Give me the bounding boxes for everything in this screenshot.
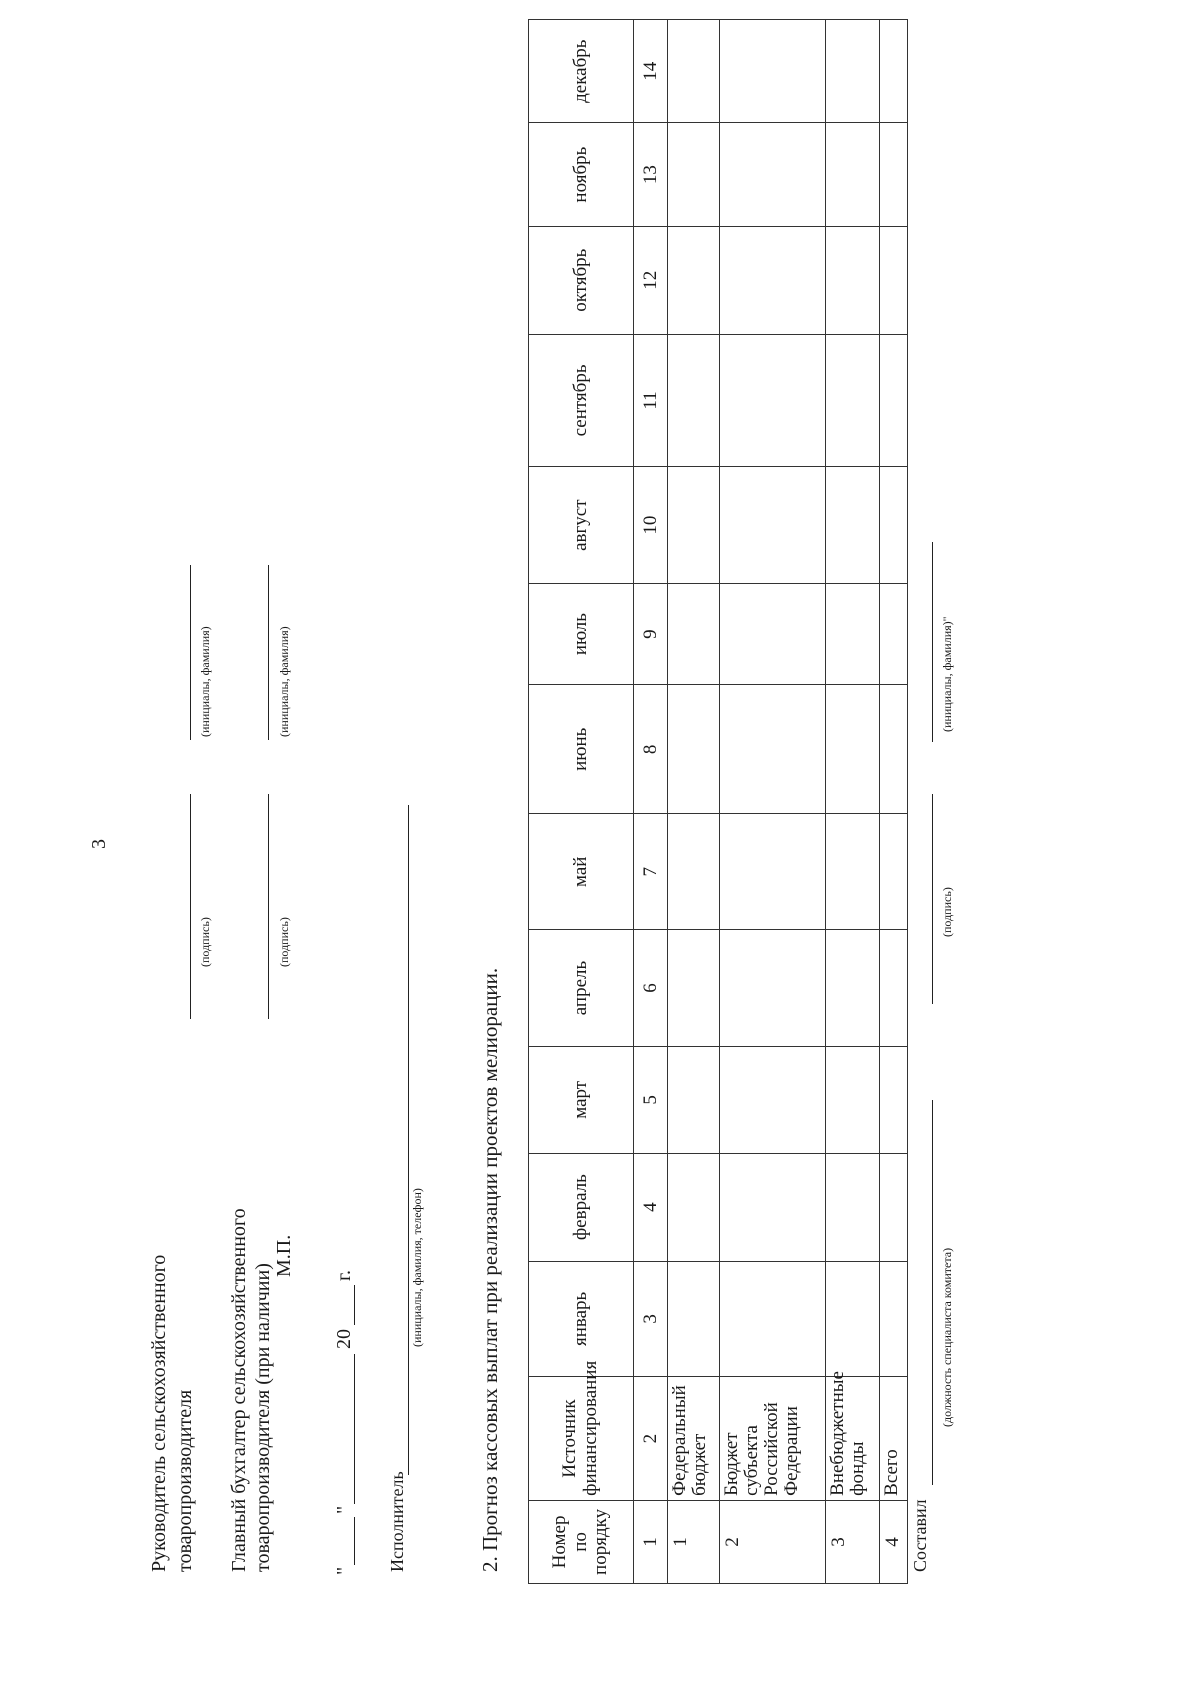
compiled-signature-caption: (подпись)	[940, 887, 954, 937]
table-row	[668, 20, 720, 1584]
value-cell[interactable]	[720, 1153, 826, 1261]
header-june: июнь	[529, 685, 634, 814]
header-january: январь	[529, 1261, 634, 1377]
compiled-initials-line	[932, 542, 933, 742]
value-cell[interactable]	[668, 1153, 720, 1261]
value-cell[interactable]	[826, 467, 880, 584]
header-november: ноябрь	[529, 123, 634, 226]
value-cell[interactable]	[668, 685, 720, 814]
value-cell[interactable]	[668, 1261, 720, 1377]
chief-initials-line	[268, 565, 269, 740]
header-order-number: Номер по порядку	[529, 1500, 634, 1583]
value-cell[interactable]	[720, 226, 826, 334]
column-number: 14	[634, 20, 668, 123]
header-march: март	[529, 1046, 634, 1153]
value-cell[interactable]	[668, 334, 720, 467]
value-cell[interactable]	[668, 123, 720, 226]
row-source: Внебюджетные фонды	[826, 1377, 880, 1501]
date-day-line	[354, 1517, 355, 1565]
value-cell[interactable]	[826, 123, 880, 226]
chief-label-line1: Главный бухгалтер сельскохозяйственного	[228, 1208, 250, 1572]
column-number: 11	[634, 334, 668, 467]
row-source: Федеральный бюджет	[668, 1377, 720, 1501]
column-number: 7	[634, 814, 668, 930]
value-cell[interactable]	[880, 930, 908, 1047]
column-number: 12	[634, 226, 668, 334]
compiled-initials-caption: (инициалы, фамилия)"	[940, 616, 954, 732]
chief-signature-line	[268, 794, 269, 1019]
header-august: август	[529, 467, 634, 584]
value-cell[interactable]	[826, 1261, 880, 1377]
value-cell[interactable]	[880, 1153, 908, 1261]
value-cell[interactable]	[720, 814, 826, 930]
header-december: декабрь	[529, 20, 634, 123]
value-cell[interactable]	[826, 226, 880, 334]
row-source: Бюджет субъекта Российской Федерации	[720, 1377, 826, 1501]
value-cell[interactable]	[668, 467, 720, 584]
table-header-row	[529, 20, 634, 1584]
column-number: 3	[634, 1261, 668, 1377]
row-number: 2	[720, 1500, 826, 1583]
row-source: Всего	[880, 1377, 908, 1501]
head-initials-line	[190, 565, 191, 740]
value-cell[interactable]	[668, 814, 720, 930]
value-cell[interactable]	[826, 334, 880, 467]
head-label-line1: Руководитель сельскохозяйственного	[148, 1254, 170, 1572]
value-cell[interactable]	[720, 1261, 826, 1377]
column-number: 10	[634, 467, 668, 584]
value-cell[interactable]	[826, 685, 880, 814]
value-cell[interactable]	[826, 930, 880, 1047]
column-number: 13	[634, 123, 668, 226]
value-cell[interactable]	[880, 226, 908, 334]
value-cell[interactable]	[880, 467, 908, 584]
stamp-mark: М.П.	[273, 1234, 295, 1277]
header-july: июль	[529, 584, 634, 685]
row-number: 3	[826, 1500, 880, 1583]
value-cell[interactable]	[880, 123, 908, 226]
position-line	[932, 1100, 933, 1485]
value-cell[interactable]	[668, 1046, 720, 1153]
column-number: 5	[634, 1046, 668, 1153]
column-number: 4	[634, 1153, 668, 1261]
header-october: октябрь	[529, 226, 634, 334]
value-cell[interactable]	[668, 226, 720, 334]
row-number: 4	[880, 1500, 908, 1583]
column-number: 1	[634, 1500, 668, 1583]
value-cell[interactable]	[720, 334, 826, 467]
compiled-label: Составил	[910, 1499, 930, 1572]
value-cell[interactable]	[880, 814, 908, 930]
head-initials-caption: (инициалы, фамилия)	[198, 626, 212, 737]
column-number: 8	[634, 685, 668, 814]
table-row	[826, 20, 880, 1584]
value-cell[interactable]	[826, 1153, 880, 1261]
header-financing-source: Источник финансирования	[529, 1377, 634, 1501]
header-april: апрель	[529, 930, 634, 1047]
table-row	[720, 20, 826, 1584]
head-label-line2: товаропроизводителя	[174, 1389, 196, 1572]
payments-forecast-table	[528, 19, 908, 1584]
value-cell[interactable]	[720, 584, 826, 685]
date-quote-open: "	[333, 1566, 355, 1575]
value-cell[interactable]	[880, 1261, 908, 1377]
header-february: февраль	[529, 1153, 634, 1261]
value-cell[interactable]	[720, 20, 826, 123]
value-cell[interactable]	[720, 467, 826, 584]
value-cell[interactable]	[668, 930, 720, 1047]
head-signature-caption: (подпись)	[198, 917, 212, 967]
value-cell[interactable]	[720, 685, 826, 814]
value-cell[interactable]	[720, 930, 826, 1047]
value-cell[interactable]	[880, 20, 908, 123]
row-number: 1	[668, 1500, 720, 1583]
column-number: 9	[634, 584, 668, 685]
column-number: 2	[634, 1377, 668, 1501]
value-cell[interactable]	[826, 814, 880, 930]
compiled-signature-line	[932, 794, 933, 1004]
date-year-line	[354, 1285, 355, 1325]
value-cell[interactable]	[880, 685, 908, 814]
value-cell[interactable]	[880, 584, 908, 685]
value-cell[interactable]	[880, 1046, 908, 1153]
table-row	[880, 20, 908, 1584]
date-year-suffix: г.	[333, 1270, 355, 1281]
chief-initials-caption: (инициалы, фамилия)	[277, 626, 291, 737]
value-cell[interactable]	[826, 584, 880, 685]
executor-label: Исполнитель	[387, 1471, 407, 1572]
header-may: май	[529, 814, 634, 930]
section-title: 2. Прогноз кассовых выплат при реализации проектов мелиорации.	[478, 967, 502, 1572]
value-cell[interactable]	[668, 20, 720, 123]
value-cell[interactable]	[880, 334, 908, 467]
position-caption: (должность специалиста комитета)	[940, 1247, 954, 1427]
value-cell[interactable]	[826, 1046, 880, 1153]
page-number: 3	[88, 839, 110, 849]
column-number: 6	[634, 930, 668, 1047]
date-quote-close: "	[333, 1505, 355, 1514]
value-cell[interactable]	[668, 584, 720, 685]
date-year-prefix: 20	[333, 1329, 355, 1349]
executor-caption: (инициалы, фамилия, телефон)	[410, 1188, 424, 1347]
value-cell[interactable]	[720, 1046, 826, 1153]
value-cell[interactable]	[720, 123, 826, 226]
chief-label-line2: товаропроизводителя (при наличии)	[252, 1263, 274, 1572]
column-number-row	[634, 20, 668, 1584]
head-signature-line	[190, 794, 191, 1019]
value-cell[interactable]	[826, 20, 880, 123]
date-month-line	[354, 1354, 355, 1504]
chief-signature-caption: (подпись)	[277, 917, 291, 967]
executor-line	[408, 805, 409, 1475]
header-september: сентябрь	[529, 334, 634, 467]
